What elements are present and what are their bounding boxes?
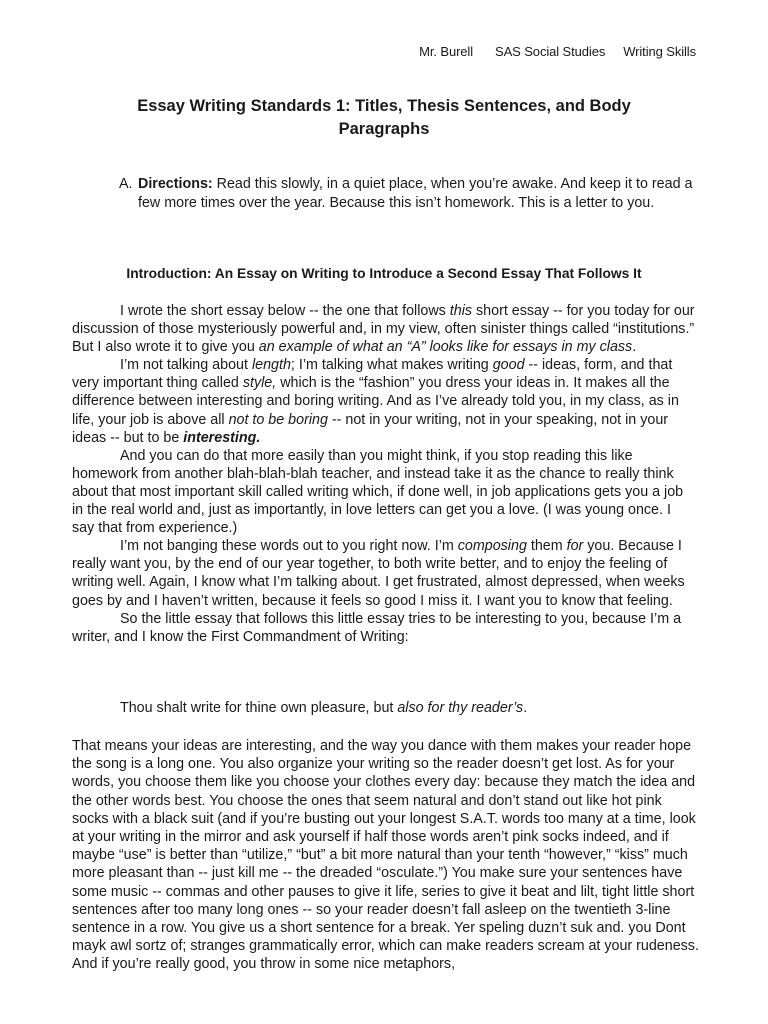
text-run: I wrote the short essay below -- the one that follows	[120, 303, 450, 319]
text-run: which is the “fashion” you dress your ideas in. It makes all the difference between interesting and boring writing. And as I’ve already told you, in my class, as in life, your job is above all	[72, 375, 679, 428]
section-heading: Introduction: An Essay on Writing to Introduce a Second Essay That Follows It	[126, 266, 642, 281]
paragraph-2	[72, 356, 696, 446]
text-run-italic: good	[492, 357, 525, 374]
course-name: SAS Social Studies	[495, 44, 606, 59]
paragraph-4	[72, 537, 696, 609]
closing-paragraph: That means your ideas are interesting, and the way you dance with them makes your reader hope the song is a long one. You also organize your writing so the reader doesn’t get lost. As for your words, you choose them like you choose your clothes every day: because they match the idea and the other words best. You choose the ones that seem natural and don’t stand out like hot pink socks with a black suit (and if you’re busting out your longest S.A.T. words too many at a time, look at your writing in the mirror and ask yourself if half those words aren’t pink socks indeed, and if maybe “use” is better than “utilize,” “but” a bit more natural than your tenth “however,” “kiss” much more pleasant than -- just kill me -- the dreaded “osculate.”) You make sure your sentences have some music -- commas and other pauses to give it life, series to give it beat and lilt, tight little short sentences after too many long ones -- so your reader doesn’t fall asleep on the twentieth 3-line sentence in a row. You give us a short sentence for a break. Yer speling duzn’t suk and. you Dont mayk awl sortz of; stranges grammatically error, which can make readers scream at your rudeness. And if you’re really good, you throw in some nice metaphors,	[72, 738, 699, 973]
text-run-italic: style,	[242, 375, 277, 392]
essay-body	[72, 302, 696, 646]
text-run: I’m not banging these words out to you right now. I’m	[120, 538, 458, 555]
text-run: .	[523, 700, 528, 716]
text-run: you. Because I really want you, by the end of our year together, to both write better, and to enjoy the feeling of writing well. Again, I know what I’m talking about. I get frustrated, almost depressed, when weeks goes by and I haven’t written, because it feels so good I miss it. I want you to know that feeling.	[72, 538, 685, 609]
text-run: them	[526, 538, 567, 555]
text-run-italic: this	[449, 303, 473, 319]
text-run-italic: for	[566, 538, 584, 555]
text-run-italic: an example of what an “A” looks like for essays in my class	[258, 339, 633, 356]
paragraph-3: And you can do that more easily than you might think, if you stop reading this like homework from another blah-blah-blah teacher, and instead take it as the chance to really think about that most important skill called writing which, if done well, in job applications gets you a job in the real world and, just as importantly, in love letters can get you a love. (I was young once. I say that from experience.)	[72, 447, 684, 537]
document-title: Essay Writing Standards 1: Titles, Thesis Sentences, and Body Paragraphs	[137, 97, 631, 138]
text-run: -- not in your writing, not in your speaking, not in your ideas -- but to be	[72, 411, 669, 446]
text-run-italic: not to be boring	[228, 411, 328, 428]
page-header	[419, 44, 696, 59]
text-run: .	[632, 339, 637, 356]
directions-body	[119, 175, 709, 212]
list-marker: A.	[119, 176, 133, 192]
text-run-italic: composing	[457, 538, 527, 555]
directions-text: Read this slowly, in a quiet place, when you’re awake. And keep it to read a few more times over the year. Because this isn’t homework. This is a letter to you.	[138, 176, 693, 211]
unit-name: Writing Skills	[623, 44, 696, 59]
paragraph-5: So the little essay that follows this little essay tries to be interesting to you, because I’m a writer, and I know the First Commandment of Writing:	[72, 610, 682, 645]
text-run: -- ideas, form, and that very important thing called	[72, 357, 673, 392]
text-run: ; I’m talking what makes writing	[290, 357, 493, 374]
text-run-italic: also for thy reader’s	[397, 700, 524, 716]
text-run: I’m not talking about	[120, 357, 252, 374]
paragraph-1	[72, 302, 696, 356]
directions-label: Directions:	[138, 176, 213, 192]
teacher-name: Mr. Burell	[419, 44, 474, 59]
text-run-bold-italic: interesting.	[183, 429, 261, 446]
text-run-italic: length	[251, 357, 291, 374]
text-run: Thou shalt write for thine own pleasure, but	[120, 700, 398, 716]
commandment-quote	[120, 699, 680, 717]
directions-item	[119, 175, 709, 212]
text-run: short essay -- for you today for our discussion of those mysteriously powerful and, in my view, often sinister things called “institutions.” But I also wrote it to give you	[72, 303, 695, 356]
